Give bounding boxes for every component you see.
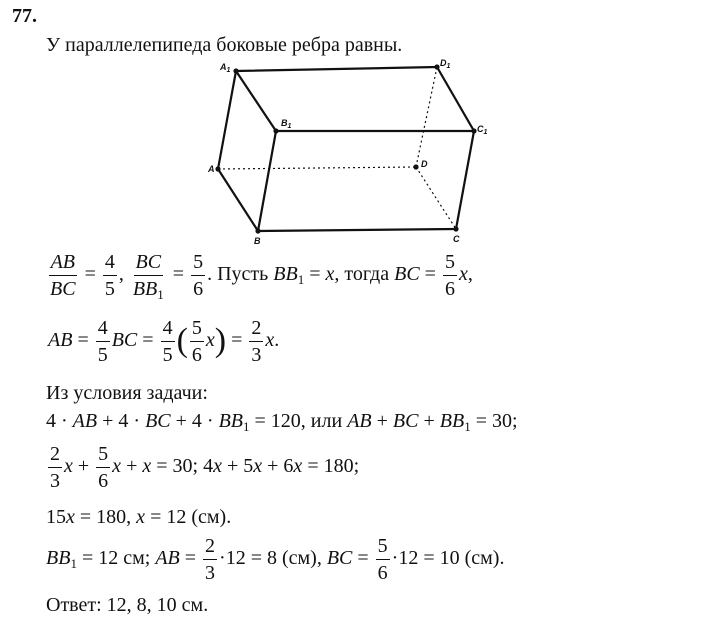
fraction-2-3-result: $\frac{2}{3}$	[205, 535, 216, 584]
solution-line-equation: $\frac{2}{3}$ x + $\frac{5}{6}$ x + x = 30; 4x + 5x + 6x = 180;	[50, 443, 360, 492]
label-a1: $A_1$	[220, 62, 231, 74]
hidden-edge-d-c	[416, 167, 456, 229]
label-b1: $B_1$	[281, 118, 292, 130]
edge-a1-b1	[236, 71, 276, 131]
vertex-d1	[434, 64, 439, 69]
vertex-b1	[273, 128, 278, 133]
solution-line-results: $BB_1 = 12$ см; AB = $\frac{2}{3}$ ·12 = 8 (см), BC = $\frac{5}{6}$ ·12 = 10 (см).	[46, 535, 505, 584]
fraction-5-6-x: $\frac{5}{6}$	[444, 251, 455, 300]
solution-line-ratios: $\frac{AB}{BC}$ = $\frac{4}{5}$ , $\frac{BC}{BB_1}$ = $\frac{5}{6}$ . Пусть $BB_1 = x$, тогда BC = $\frac{5}{6}$ x,	[50, 251, 473, 302]
hidden-edge-d-d1	[416, 67, 437, 167]
fraction-ab-bc: $\frac{AB}{BC}$	[50, 251, 76, 300]
fraction-5-6-inner: $\frac{5}{6}$	[191, 317, 202, 366]
condition-label: Из условия задачи:	[46, 382, 208, 404]
fraction-4-5-a: $\frac{4}{5}$	[97, 317, 108, 366]
fraction-2-3: $\frac{2}{3}$	[251, 317, 262, 366]
vertex-a1	[233, 68, 238, 73]
vertex-b	[255, 228, 260, 233]
solution-line-ab-expression: AB = $\frac{4}{5}$ BC = $\frac{4}{5}$ ( $\frac{5}{6}$ x) = $\frac{2}{3}$ x.	[48, 317, 280, 366]
solution-line-x-value: 15x = 180, x = 12 (см).	[46, 506, 232, 528]
label-a: A	[208, 164, 215, 174]
fraction-5-6-result: $\frac{5}{6}$	[377, 535, 388, 584]
label-c: C	[453, 234, 460, 244]
solution-line-perimeter: 4 · AB + 4 · BC + $4 \cdot BB_1 = 120$, или AB + BC + $BB_1 = 30$;	[46, 410, 518, 434]
label-d: D	[421, 159, 428, 169]
vertex-c1	[471, 128, 476, 133]
label-b: B	[254, 236, 261, 246]
edge-a1-a	[218, 71, 236, 169]
edge-d1-c1	[437, 67, 474, 131]
edge-b-c	[258, 229, 456, 231]
edge-a-b	[218, 169, 258, 231]
problem-statement: У параллелепипеда боковые ребра равны.	[46, 34, 403, 56]
problem-number: 77.	[12, 5, 37, 27]
edge-a1-d1	[236, 67, 437, 71]
fraction-5-6: $\frac{5}{6}$	[193, 251, 204, 300]
fraction-4-5-b: $\frac{4}{5}$	[162, 317, 173, 366]
vertex-d	[413, 164, 418, 169]
label-d1: $D_1$	[440, 58, 451, 70]
parallelepiped-figure	[200, 55, 510, 250]
fraction-4-5: $\frac{4}{5}$	[104, 251, 115, 300]
hidden-edge-a-d	[218, 167, 416, 169]
vertex-a	[215, 166, 220, 171]
edge-b1-b	[258, 131, 276, 231]
fraction-bc-bb1: $\frac{BC}{BB_1}$	[132, 251, 164, 302]
fraction-5-6-x2: $\frac{5}{6}$	[98, 443, 109, 492]
vertex-c	[453, 226, 458, 231]
label-c1: $C_1$	[477, 124, 488, 136]
edge-c1-c	[456, 131, 474, 229]
fraction-2-3-x: $\frac{2}{3}$	[50, 443, 60, 492]
answer-line: Ответ: 12, 8, 10 см.	[46, 594, 209, 616]
